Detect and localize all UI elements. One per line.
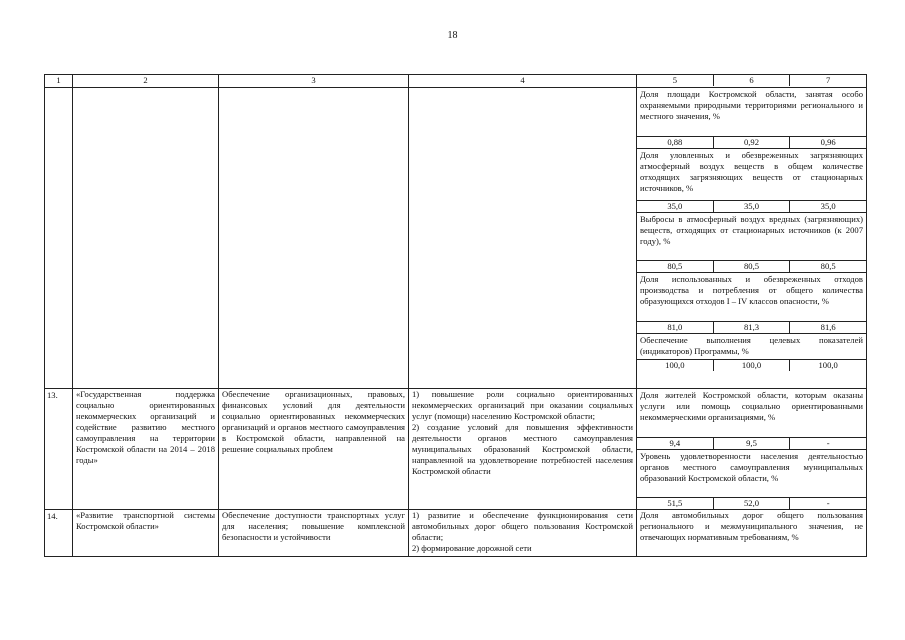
indicator-text: Выбросы в атмосферный воздух вредных (загрязняющих) веществ, отходящих от стационарных источников (к 2007 году), % [640, 214, 863, 246]
table-row-14 [45, 510, 867, 557]
value-year-1: 100,0 [665, 360, 685, 370]
header-col-4: 4 [409, 75, 637, 88]
value-year-3: 80,5 [789, 261, 866, 272]
value-year-2: 81,3 [713, 322, 790, 333]
value-year-3: 81,6 [789, 322, 866, 333]
program-name: «Государственная поддержка социально ориентированных некоммерческих организаций и содействие развитию местного самоуправления на территории Костромской области на 2014 – 2018 годы» [73, 389, 219, 510]
indicator-values [637, 497, 866, 509]
table-row-13 [45, 389, 867, 510]
row-number: 14. [45, 510, 73, 557]
program-goal: Обеспечение доступности транспортных услуг для населения; повышение комплексной безопасности и устойчивости [219, 510, 409, 557]
indicator-values [637, 200, 866, 213]
value-year-3: 35,0 [789, 201, 866, 212]
indicator-text: Уровень удовлетворенности населения деятельностью органов местного самоуправления муниципальных образований Костромской области, % [640, 451, 863, 483]
value-year-2: 52,0 [713, 498, 790, 509]
indicator-cell [637, 88, 867, 389]
program-goal: Обеспечение организационных, правовых, финансовых условий для деятельности социально ориентированных некоммерческих организаций и органов местного самоуправления в Костромской области, направленной на решение социальных проблем [219, 389, 409, 510]
header-col-5-7 [637, 75, 867, 88]
value-year-3: 100,0 [789, 360, 866, 371]
value-year-1: 80,5 [667, 261, 683, 271]
value-year-1: 35,0 [667, 201, 683, 211]
header-col-5: 5 [672, 75, 677, 85]
program-tasks: 1) развитие и обеспечение функционирования сети автомобильных дорог общего пользования Костромской области; 2) формирование дорожной сети [409, 510, 637, 557]
table-row-continued [45, 88, 867, 389]
value-year-1: 51,5 [667, 498, 683, 508]
indicator-cell [637, 389, 867, 510]
indicator-text: Доля использованных и обезвреженных отходов производства и потребления от общего количества образующихся отходов I – IV классов опасности, % [640, 274, 863, 306]
program-tasks: 1) повышение роли социально ориентированных некоммерческих организаций при оказании социальных услуг (помощи) населению Костромской области; 2) создание условий для повышения эффективности деятельности органов местного самоуправления муниципальных образований Костромской области, направленной на удовлетворение потребностей населения Костромской области [409, 389, 637, 510]
indicator-text: Обеспечение выполнения целевых показателей (индикаторов) Программы, % [640, 335, 863, 356]
header-col-6: 6 [713, 75, 790, 86]
indicator-text: Доля уловленных и обезвреженных загрязняющих атмосферный воздух веществ в общем количестве отходящих загрязняющих веществ от стационарных источников, % [640, 150, 863, 193]
value-year-1: 9,4 [669, 438, 681, 448]
indicator-text: Доля автомобильных дорог общего пользования регионального и межмуниципального значения, не отвечающих нормативным требованиям, % [637, 510, 867, 557]
program-name: «Развитие транспортной системы Костромской области» [73, 510, 219, 557]
header-col-3: 3 [219, 75, 409, 88]
indicator-values [637, 136, 866, 149]
header-col-7: 7 [789, 75, 866, 86]
page-number: 18 [447, 30, 458, 41]
program-table [44, 74, 867, 557]
indicator-values [637, 321, 866, 334]
value-year-2: 80,5 [713, 261, 790, 272]
value-year-1: 81,0 [667, 322, 683, 332]
indicator-text: Доля площади Костромской области, занятая особо охраняемыми природными территориями регионального и местного значения, % [640, 89, 863, 121]
value-year-3: - [789, 498, 866, 509]
value-year-1: 0,88 [667, 137, 683, 147]
header-row [45, 75, 867, 88]
indicator-values [637, 359, 866, 371]
header-col-2: 2 [73, 75, 219, 88]
indicator-text: Доля жителей Костромской области, которым оказаны услуги или помощь социально ориентированными некоммерческими организациями, % [640, 390, 863, 422]
value-year-3: 0,96 [789, 137, 866, 148]
indicator-values [637, 437, 866, 450]
value-year-2: 100,0 [713, 360, 790, 371]
indicator-values [637, 260, 866, 273]
value-year-2: 0,92 [713, 137, 790, 148]
value-year-2: 35,0 [713, 201, 790, 212]
value-year-2: 9,5 [713, 438, 790, 449]
header-col-1: 1 [45, 75, 73, 88]
row-number: 13. [45, 389, 73, 510]
value-year-3: - [789, 438, 866, 449]
